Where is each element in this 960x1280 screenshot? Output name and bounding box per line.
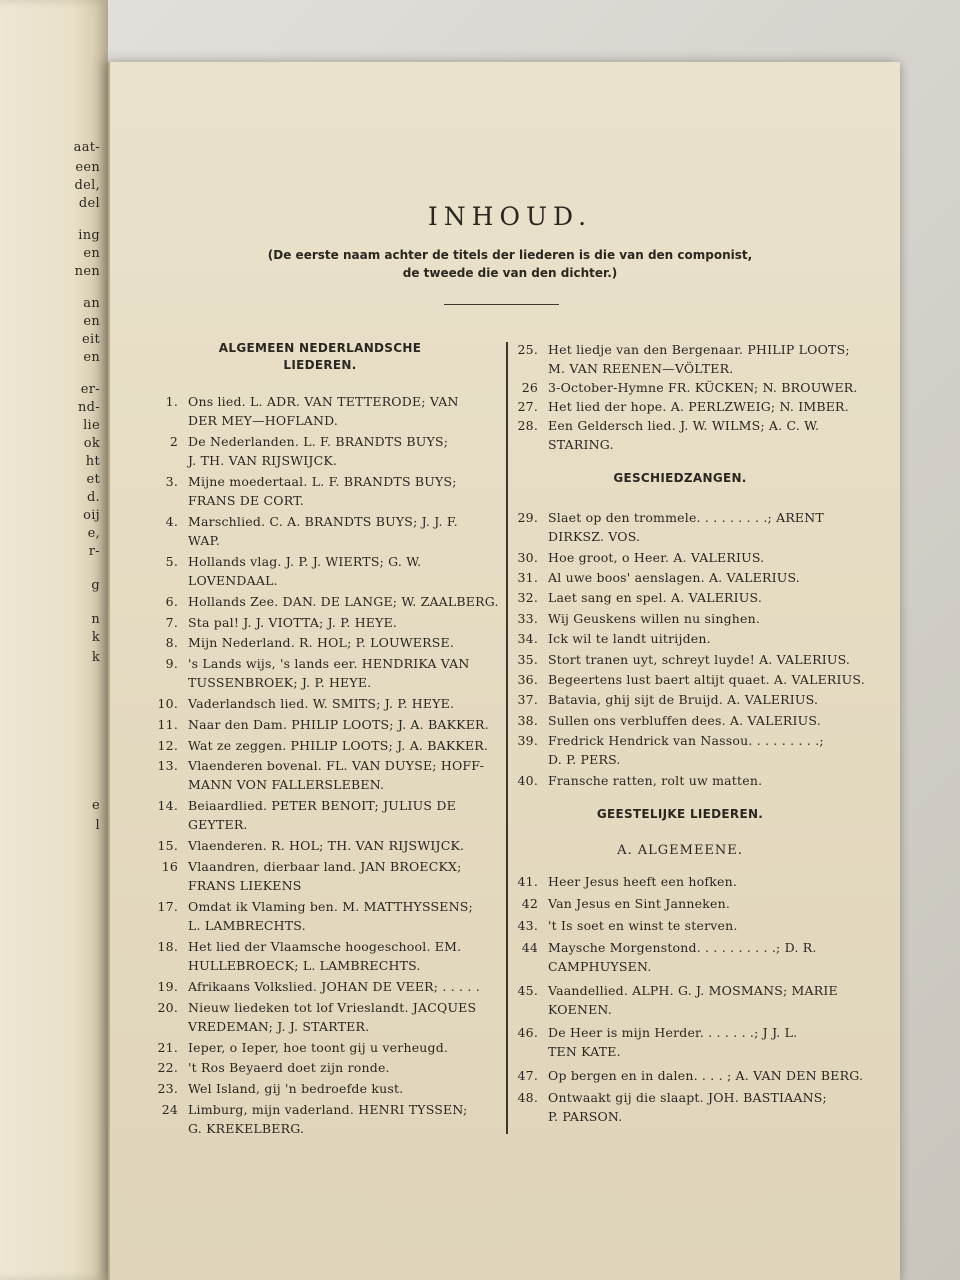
column-divider <box>506 342 508 1134</box>
entry-line: WAP. <box>188 533 220 548</box>
entry-number: 30. <box>517 549 538 565</box>
entry-line: Ons lied. L. ADR. VAN TETTERODE; VAN <box>188 394 459 409</box>
entry-line: Marschlied. C. A. BRANDTS BUYS; J. J. F. <box>188 514 458 529</box>
entry-line: DIRKSZ. VOS. <box>548 529 641 544</box>
left-page-text-fragment: del, <box>74 178 100 193</box>
contents-entry <box>510 670 865 689</box>
contents-entry <box>510 711 821 730</box>
entry-text <box>548 568 800 587</box>
contents-entry <box>150 715 489 734</box>
entry-text <box>188 998 476 1036</box>
entry-text <box>548 938 817 976</box>
entry-number: 20. <box>157 999 178 1015</box>
entry-text <box>188 512 458 550</box>
entry-text <box>188 633 454 652</box>
entry-line: Limburg, mijn vaderland. HENRI TYSSEN; <box>188 1101 468 1117</box>
entry-number: 45. <box>517 982 538 998</box>
entry-line: 't Is soet en winst te sterven. <box>548 918 738 933</box>
contents-entry <box>150 512 458 550</box>
entry-text <box>188 977 480 996</box>
left-page-text-fragment: del <box>78 196 100 211</box>
entry-number: 35. <box>517 651 538 667</box>
entry-text <box>548 690 818 709</box>
entry-text <box>188 592 499 611</box>
contents-entry <box>150 1038 448 1057</box>
entry-line: FRANS DE CORT. <box>188 493 304 508</box>
entry-number: 9. <box>165 656 178 672</box>
entry-line: Fredrick Hendrick van Nassou. . . . . . . . .; <box>548 733 824 749</box>
subsection-heading-algemeene: A. ALGEMEENE. <box>617 843 743 858</box>
entry-number: 23. <box>157 1081 178 1096</box>
entry-line: 't Ros Beyaerd doet zijn ronde. <box>188 1060 390 1076</box>
entry-line: HULLEBROECK; L. LAMBRECHTS. <box>188 957 421 973</box>
entry-number: 42 <box>521 896 538 911</box>
contents-entry <box>510 938 817 976</box>
contents-entry <box>150 633 454 652</box>
entry-number: 22. <box>157 1060 178 1076</box>
entry-text <box>548 508 824 546</box>
entry-line: VREDEMAN; J. J. STARTER. <box>188 1018 370 1034</box>
entry-line: KOENEN. <box>548 1001 612 1017</box>
contents-entry <box>510 1066 863 1085</box>
entry-line: FRANS LIEKENS <box>188 877 302 893</box>
entry-line: G. KREKELBERG. <box>188 1120 305 1136</box>
entry-line: Sta pal! J. J. VIOTTA; J. P. HEYE. <box>188 614 398 630</box>
entry-line: Het lied der hope. A. PERLZWEIG; N. IMBER. <box>548 398 849 414</box>
entry-number: 1. <box>165 394 178 409</box>
entry-line: Ieper, o Ieper, hoe toont gij u verheugd. <box>188 1039 449 1055</box>
entry-line: Wij Geuskens willen nu singhen. <box>548 610 761 626</box>
entry-text <box>548 771 762 790</box>
entry-line: Sullen ons verbluffen dees. A. VALERIUS. <box>548 712 821 728</box>
entry-line: Stort tranen uyt, schreyt luyde! A. VALERIUS. <box>548 651 851 667</box>
entry-number: 6. <box>165 594 178 609</box>
entry-number: 41. <box>517 874 538 889</box>
contents-entry <box>150 552 421 590</box>
entry-line: Vlaandren, dierbaar land. JAN BROECKX; <box>188 858 462 874</box>
entry-line: Slaet op den trommele. . . . . . . . .; ARENT <box>548 510 824 525</box>
entry-number: 47. <box>517 1067 538 1083</box>
entry-line: M. VAN REENEN—VÖLTER. <box>548 361 734 376</box>
entry-text <box>548 916 738 935</box>
entry-line: De Nederlanden. L. F. BRANDTS BUYS; <box>188 434 449 449</box>
entry-line: Al uwe boos' aenslagen. A. VALERIUS. <box>548 570 800 585</box>
left-page-text-fragment: ing <box>78 228 100 243</box>
left-page-text-fragment: g <box>91 578 100 593</box>
entry-line: Vlaenderen bovenal. FL. VAN DUYSE; HOFF- <box>188 758 485 774</box>
entry-text <box>548 588 762 607</box>
left-page-text-fragment: n <box>91 612 100 627</box>
contents-entry <box>150 654 470 692</box>
entry-text <box>548 1023 797 1061</box>
entry-text <box>188 654 470 692</box>
entry-number: 21. <box>157 1039 178 1055</box>
entry-line: Hollands vlag. J. P. J. WIERTS; G. W. <box>188 554 422 569</box>
entry-line: 's Lands wijs, 's lands eer. HENDRIKA VAN <box>188 656 470 672</box>
contents-entry <box>510 340 850 378</box>
entry-line: Hoe groot, o Heer. A. VALERIUS. <box>548 549 765 565</box>
left-page-text-fragment: en <box>83 350 100 365</box>
entry-number: 25. <box>517 342 538 357</box>
entry-number: 33. <box>517 610 538 626</box>
left-page-text-fragment: en <box>83 314 100 329</box>
entry-line: STARING. <box>548 436 614 452</box>
entry-text <box>548 1088 827 1126</box>
entry-number: 12. <box>157 737 178 753</box>
section-heading-line: ALGEMEEN NEDERLANDSCHE <box>218 341 422 355</box>
contents-page <box>108 62 900 1280</box>
entry-line: Vaderlandsch lied. W. SMITS; J. P. HEYE. <box>188 696 455 712</box>
entry-text <box>548 340 850 378</box>
page-subtitle <box>250 246 770 282</box>
entry-text <box>548 548 764 567</box>
left-page-text-fragment: ht <box>85 454 100 469</box>
entry-text <box>188 796 456 834</box>
entry-line: Mijn Nederland. R. HOL; P. LOUWERSE. <box>188 635 455 651</box>
entry-number: 28. <box>517 417 538 433</box>
contents-entry <box>510 508 824 546</box>
entry-line: Ontwaakt gij die slaapt. JOH. BASTIAANS; <box>548 1089 827 1105</box>
entry-text <box>188 1079 403 1098</box>
contents-entry <box>510 397 849 416</box>
left-page-text-fragment: an <box>83 296 100 311</box>
left-page-text-fragment: er- <box>80 382 100 397</box>
contents-entry <box>510 1023 797 1061</box>
entry-text <box>548 711 821 730</box>
entry-line: Wat ze zeggen. PHILIP LOOTS; J. A. BAKKER. <box>188 737 489 753</box>
entry-text <box>548 629 711 648</box>
entry-line: GEYTER. <box>188 817 248 833</box>
contents-entry <box>510 548 764 567</box>
contents-entry <box>150 897 473 935</box>
contents-entry <box>510 894 730 913</box>
entry-line: Mijne moedertaal. L. F. BRANDTS BUYS; <box>188 474 457 489</box>
contents-entry <box>150 694 454 713</box>
contents-entry <box>150 1079 403 1098</box>
entry-line: Het liedje van den Bergenaar. PHILIP LOOTS; <box>548 342 850 357</box>
left-page-text-fragment: eit <box>82 332 100 347</box>
contents-entry <box>150 977 480 996</box>
entry-line: TUSSENBROEK; J. P. HEYE. <box>188 675 372 691</box>
entry-line: MANN VON FALLERSLEBEN. <box>188 777 385 793</box>
entry-text <box>188 472 457 510</box>
entry-line: TEN KATE. <box>548 1044 621 1059</box>
entry-text <box>548 609 760 628</box>
contents-entry <box>150 1058 390 1077</box>
page-title: INHOUD. <box>427 202 593 231</box>
contents-entry <box>510 1088 827 1126</box>
entry-text <box>188 694 454 713</box>
entry-text <box>188 937 461 975</box>
entry-number: 24 <box>161 1101 178 1117</box>
left-page-text-fragment: k <box>91 630 100 645</box>
entry-text <box>548 670 865 689</box>
contents-entry <box>510 378 858 397</box>
entry-text <box>188 1038 448 1057</box>
contents-entry <box>510 731 824 769</box>
left-page-text-fragment: lie <box>83 418 100 433</box>
entry-number: 18. <box>157 938 178 954</box>
left-page-text-fragment: r- <box>88 544 100 559</box>
contents-entry <box>150 736 488 755</box>
entry-text <box>548 1066 863 1085</box>
entry-text <box>188 836 464 855</box>
section-heading-line: LIEDEREN. <box>283 358 357 372</box>
contents-entry <box>150 937 461 975</box>
contents-entry <box>150 1100 467 1138</box>
contents-entry <box>510 916 738 935</box>
left-page-text-fragment: een <box>75 160 100 175</box>
entry-text <box>188 715 489 734</box>
subtitle-line-1: (De eerste naam achter de titels der liederen is die van den componist, <box>267 248 753 262</box>
entry-text <box>548 397 849 416</box>
entry-number: 34. <box>517 631 538 647</box>
entry-number: 14. <box>157 798 178 814</box>
entry-number: 10. <box>157 696 178 712</box>
entry-number: 19. <box>157 978 178 994</box>
entry-number: 32. <box>517 590 538 606</box>
left-page-text-fragment: nd- <box>78 400 100 415</box>
contents-entry <box>510 416 819 454</box>
left-page-text-fragment: d. <box>86 490 100 505</box>
left-page-text-fragment: en <box>83 246 100 261</box>
entry-number: 15. <box>157 838 178 854</box>
entry-number: 31. <box>517 570 538 585</box>
contents-entry <box>150 756 484 794</box>
entry-line: Een Geldersch lied. J. W. WILMS; A. C. W. <box>548 417 820 433</box>
entry-line: Beiaardlied. PETER BENOIT; JULIUS DE <box>188 798 456 814</box>
entry-number: 29. <box>517 510 538 525</box>
entry-text <box>548 731 824 769</box>
contents-entry <box>150 998 476 1036</box>
entry-line: Omdat ik Vlaming ben. M. MATTHYSSENS; <box>188 898 473 914</box>
entry-line: J. TH. VAN RIJSWIJCK. <box>188 453 338 468</box>
title-rule <box>444 304 559 305</box>
left-page-text-fragment: l <box>95 818 100 833</box>
entry-text <box>548 981 838 1019</box>
entry-line: Ick wil te landt uitrijden. <box>548 631 711 647</box>
entry-line: LOVENDAAL. <box>188 573 278 588</box>
entry-number: 26 <box>521 379 538 395</box>
entry-line: Begeertens lust baert altijt quaet. A. VALERIUS. <box>548 672 865 687</box>
left-page-text-fragment: aat- <box>73 140 100 155</box>
entry-number: 39. <box>517 733 538 749</box>
entry-number: 46. <box>517 1025 538 1040</box>
entry-text <box>188 613 397 632</box>
entry-line: DER MEY—HOFLAND. <box>188 413 339 428</box>
entry-line: Van Jesus en Sint Janneken. <box>548 896 731 911</box>
left-page-text-fragment: oij <box>83 508 100 523</box>
entry-text <box>188 432 448 470</box>
entry-number: 11. <box>157 716 178 732</box>
contents-entry <box>510 568 800 587</box>
left-page-text-fragment: ok <box>83 436 100 451</box>
section-heading-algemeen <box>190 340 450 374</box>
left-page-text-fragment: et <box>86 472 100 487</box>
entry-line: Vaandellied. ALPH. G. J. MOSMANS; MARIE <box>548 982 838 998</box>
entry-number: 27. <box>517 398 538 414</box>
entry-line: CAMPHUYSEN. <box>548 959 652 974</box>
entry-line: Wel Island, gij 'n bedroefde kust. <box>188 1081 404 1096</box>
section-heading-geschied: GESCHIEDZANGEN. <box>613 471 747 485</box>
entry-line: Afrikaans Volkslied. JOHAN DE VEER; . . . . . <box>188 978 480 994</box>
contents-entry <box>150 796 456 834</box>
entry-text <box>188 857 462 895</box>
contents-entry <box>510 690 818 709</box>
entry-line: Hollands Zee. DAN. DE LANGE; W. ZAALBERG. <box>188 594 499 609</box>
left-page-text-fragment: e, <box>87 526 100 541</box>
left-page-text-fragment: nen <box>74 264 100 279</box>
entry-number: 13. <box>157 758 178 774</box>
entry-line: Vlaenderen. R. HOL; TH. VAN RIJSWIJCK. <box>188 838 465 854</box>
contents-entry <box>150 392 459 430</box>
entry-number: 2 <box>169 434 178 449</box>
left-page-text-fragment: e <box>92 798 100 813</box>
entry-number: 40. <box>517 772 538 788</box>
entry-line: Op bergen en in dalen. . . . ; A. VAN DEN BERG. <box>548 1067 864 1083</box>
entry-number: 37. <box>517 692 538 708</box>
entry-line: P. PARSON. <box>548 1108 623 1124</box>
contents-entry <box>510 771 762 790</box>
contents-entry <box>150 613 397 632</box>
contents-entry <box>510 588 762 607</box>
entry-number: 8. <box>165 635 178 651</box>
entry-number: 4. <box>165 514 178 529</box>
entry-number: 5. <box>165 554 178 569</box>
entry-line: Nieuw liedeken tot lof Vrieslandt. JACQUES <box>188 999 477 1015</box>
entry-line: Heer Jesus heeft een hofken. <box>548 874 737 889</box>
entry-line: Batavia, ghij sijt de Bruijd. A. VALERIUS. <box>548 692 819 708</box>
entry-text <box>188 1100 467 1138</box>
entry-line: Fransche ratten, rolt uw matten. <box>548 772 763 788</box>
left-page-edge <box>0 0 108 1280</box>
entry-text <box>548 650 850 669</box>
entry-number: 38. <box>517 712 538 728</box>
entry-line: L. LAMBRECHTS. <box>188 917 306 933</box>
entry-line: De Heer is mijn Herder. . . . . . .; J J. L. <box>548 1025 798 1040</box>
contents-entry <box>510 629 711 648</box>
contents-entry <box>510 981 838 1019</box>
entry-number: 44 <box>521 940 538 955</box>
contents-entry <box>510 650 850 669</box>
entry-number: 3. <box>165 474 178 489</box>
entry-text <box>188 897 473 935</box>
section-heading-geestelijke: GEESTELIJKE LIEDEREN. <box>596 807 764 821</box>
entry-line: D. P. PERS. <box>548 752 621 768</box>
entry-number: 48. <box>517 1089 538 1105</box>
entry-line: Laet sang en spel. A. VALERIUS. <box>548 590 763 606</box>
contents-entry <box>150 592 499 611</box>
entry-line: Naar den Dam. PHILIP LOOTS; J. A. BAKKER. <box>188 716 489 732</box>
contents-entry <box>150 857 462 895</box>
contents-entry <box>150 472 457 510</box>
entry-text <box>188 552 421 590</box>
entry-line: 3-October-Hymne FR. KÜCKEN; N. BROUWER. <box>548 379 858 395</box>
entry-text <box>548 872 737 891</box>
entry-text <box>548 416 819 454</box>
left-page-text-fragment: k <box>91 650 100 665</box>
entry-line: Het lied der Vlaamsche hoogeschool. EM. <box>188 938 462 954</box>
subtitle-line-2: de tweede die van den dichter.) <box>402 266 618 280</box>
entry-number: 17. <box>157 898 178 914</box>
entry-text <box>188 736 488 755</box>
entry-text <box>188 756 484 794</box>
entry-number: 7. <box>165 614 178 630</box>
entry-number: 43. <box>517 918 538 933</box>
entry-text <box>188 1058 390 1077</box>
contents-entry <box>150 836 464 855</box>
contents-entry <box>510 872 737 891</box>
entry-text <box>188 392 459 430</box>
contents-entry <box>150 432 448 470</box>
entry-number: 36. <box>517 672 538 687</box>
entry-text <box>548 378 858 397</box>
entry-text <box>548 894 730 913</box>
entry-number: 16 <box>161 858 178 874</box>
entry-line: Maysche Morgenstond. . . . . . . . . .; D. R. <box>548 940 817 955</box>
contents-entry <box>510 609 760 628</box>
